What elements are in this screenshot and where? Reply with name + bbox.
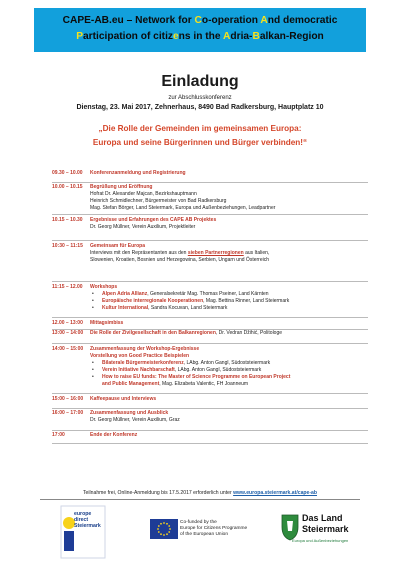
- agenda-bullet: [90, 305, 368, 312]
- agenda-bullet: [90, 360, 368, 367]
- agenda-heading: Konferenzanmeldung und Registrierung: [90, 170, 186, 176]
- bullet-detail: , LAbg. Anton Gangl, Südoststeiermark: [183, 360, 271, 366]
- banner-line-1: [34, 13, 366, 29]
- agenda-bullet: [90, 367, 368, 374]
- agenda-time: 12.00 – 13:00: [52, 320, 83, 326]
- motto-line-2: Europa und seine Bürgerinnen und Bürger verbinden!“: [92, 138, 308, 147]
- banner-text-fragment: B: [252, 31, 260, 42]
- bullet-detail: , LAbg. Anton Gangl, Südoststeiermark: [174, 367, 262, 373]
- eu-star-icon: [157, 528, 159, 530]
- agenda-content: [90, 170, 368, 177]
- land-logo-line-2: Steiermark: [302, 524, 349, 534]
- agenda-content: [90, 396, 368, 403]
- agenda-heading: Die Rolle der Zivilgesellschaft in den Balkanregionen, Dr. Vedran Džihić, Politologe: [90, 330, 283, 336]
- agenda-divider: [52, 329, 368, 330]
- agenda-text: Interviews mit den Repräsentanten aus den: [90, 250, 188, 256]
- event-date-location: Dienstag, 23. Mai 2017, Zehnerhaus, 8490 Bad Radkersburg, Hauptplatz 10: [76, 104, 324, 111]
- agenda-content: [90, 320, 368, 327]
- agenda-divider: [52, 214, 368, 215]
- agenda-content: [90, 410, 368, 424]
- agenda-time: 16:00 – 17:00: [52, 410, 84, 416]
- eu-star-icon: [166, 533, 168, 535]
- registration-note: [0, 490, 400, 496]
- banner-text-fragment: A: [260, 15, 268, 26]
- agenda-heading: Mittagsimbiss: [90, 320, 124, 326]
- agenda-heading: Zusammenfassung der Workshop-Ergebnisse: [90, 346, 200, 352]
- agenda-divider: [52, 317, 368, 318]
- banner-text-fragment: .eu – Network for: [109, 15, 195, 26]
- europe-direct-logo: [60, 505, 106, 559]
- eu-text-line-2: Europe for Citizens Programme: [180, 526, 248, 531]
- europe-direct-word-2: direct: [74, 517, 89, 523]
- agenda-time: 17:00: [52, 432, 65, 438]
- eu-star-icon: [166, 523, 168, 525]
- agenda-divider: [52, 182, 368, 183]
- subtitle: zur Abschlusskonferenz: [168, 95, 232, 101]
- land-logo-subline: Europa und Außenbeziehungen: [292, 538, 349, 543]
- agenda-time: 10.00 – 10.15: [52, 184, 83, 190]
- agenda-divider: [52, 343, 368, 344]
- bullet-detail: , Sandra Kocuvan, Land Steiermark: [148, 305, 228, 311]
- motto-line-1: „Die Rolle der Gemeinden im gemeinsamen Europa:: [98, 124, 302, 133]
- banner-text-fragment: nd democratic: [267, 15, 338, 26]
- bullet-title: How to raise EU funds: The Master of Science Programme on European Project: [102, 374, 291, 380]
- agenda-bullet: [90, 298, 368, 305]
- agenda-line: Heinrich Schmidlechner, Bürgermeister von Bad Radkersburg: [90, 198, 227, 204]
- agenda-time: 10:30 – 11:15: [52, 243, 83, 249]
- agenda-divider: [52, 393, 368, 394]
- bullet-detail: , Mag. Bettina Rinner, Land Steiermark: [203, 298, 290, 304]
- agenda-line: Hofrat Dr. Alexander Majcan, Bezirkshauptmann: [90, 191, 197, 197]
- agenda-text: aus Italien,: [243, 250, 270, 256]
- banner-text-fragment: CAPE-AB: [62, 15, 110, 26]
- agenda-heading: Zusammenfassung und Ausblick: [90, 410, 169, 416]
- agenda-line: Slowenien, Kroatien, Bosnien und Herzegowina, Serbien, Ungarn und Österreich: [90, 257, 269, 263]
- agenda-divider: [52, 281, 368, 282]
- eu-star-icon: [160, 523, 162, 525]
- agenda-content: [90, 217, 368, 231]
- agenda-content: [90, 284, 368, 312]
- agenda-time: 11:15 – 12.00: [52, 284, 83, 290]
- agenda-bullet: [90, 381, 368, 388]
- bullet-detail: , Generalsekretär Mag. Thomas Pseiner, Land Kärnten: [147, 291, 269, 297]
- agenda-time: 14:00 – 15:00: [52, 346, 84, 352]
- agenda-time: 10.15 – 10.30: [52, 217, 83, 223]
- europe-direct-word-3: Steiermark: [74, 523, 101, 529]
- header-banner: [34, 8, 366, 52]
- coat-of-arms-icon: [280, 511, 300, 541]
- banner-text-fragment: o-operation: [201, 15, 261, 26]
- eu-cofunded-text: [180, 520, 247, 538]
- banner-text-fragment: A: [223, 31, 231, 42]
- agenda-line: [90, 250, 368, 257]
- bullet-title: Kultur International: [102, 305, 149, 311]
- agenda-heading: Ergebnisse und Erfahrungen des CAPE AB Projektes: [90, 217, 217, 223]
- agenda-content: [90, 346, 368, 388]
- eu-star-icon: [163, 534, 165, 536]
- banner-text-fragment: e: [173, 31, 179, 42]
- bullet-title: Bilaterale Bürgermeisterkonferenz: [102, 360, 184, 366]
- partner-regions-link[interactable]: sieben Partnerregionen: [187, 250, 244, 256]
- europe-direct-word-1: europe: [74, 511, 92, 517]
- eu-star-icon: [168, 525, 170, 527]
- bullet-title: Verein Initiative Nachbarschaft: [102, 367, 175, 373]
- land-logo-line-1: Das Land: [302, 513, 343, 523]
- agenda-line: Dr. Georg Müllner, Verein Auxilium, Graz: [90, 417, 180, 423]
- agenda-time: 15:00 – 16:00: [52, 396, 84, 402]
- agenda-divider: [52, 240, 368, 241]
- europe-direct-text: [74, 511, 101, 529]
- banner-text-fragment: alkan-Region: [259, 31, 324, 42]
- eu-star-icon: [158, 531, 160, 533]
- agenda-heading: Workshops: [90, 284, 118, 290]
- eu-text-line-1: Co-funded by the: [180, 520, 217, 525]
- agenda-heading: Kaffeepause und Interviews: [90, 396, 157, 402]
- bullet-detail: , Mag. Elizabeta Valentic, FH Joanneum: [159, 381, 249, 387]
- eu-star-icon: [169, 528, 171, 530]
- registration-note-text: Teilnahme frei, Online-Anmeldung bis 17.5.2017 erforderlich unter: [83, 490, 234, 496]
- eu-star-icon: [160, 533, 162, 535]
- eu-flag-icon: [150, 519, 178, 539]
- eu-star-icon: [163, 522, 165, 524]
- eu-star-icon: [158, 525, 160, 527]
- agenda-divider: [52, 430, 368, 431]
- agenda-content: [90, 243, 368, 264]
- agenda-heading: Ende der Konferenz: [90, 432, 138, 438]
- eu-star-icon: [168, 531, 170, 533]
- agenda-line: Dr. Georg Müllner, Verein Auxilium, Projektleiter: [90, 224, 196, 230]
- agenda-bullet: [90, 291, 368, 298]
- agenda-divider: [52, 408, 368, 409]
- banner-text-fragment: C: [194, 15, 202, 26]
- eu-cofunded-logo: [150, 519, 260, 541]
- agenda-line: Mag. Stefan Börger, Land Steiermark, Europa und Außenbeziehungen, Leadpartner: [90, 205, 276, 211]
- agenda-subheading: Vorstellung von Good Practice Beispielen: [90, 353, 190, 359]
- banner-text-fragment: dria-: [230, 31, 253, 42]
- agenda-content: [90, 184, 368, 212]
- banner-text-fragment: P: [76, 31, 83, 42]
- registration-link[interactable]: www.europa.steiermark.at/cape-ab: [233, 490, 317, 496]
- page-title: Einladung: [161, 73, 239, 90]
- agenda-content: [90, 330, 368, 337]
- banner-line-2: [34, 29, 366, 45]
- bullet-title: Alpen Adria Allianz: [102, 291, 148, 297]
- agenda-heading: Gemeinsam für Europa: [90, 243, 146, 249]
- agenda-heading: Begrüßung und Eröffnung: [90, 184, 153, 190]
- agenda-heading-detail: , Dr. Vedran Džihić, Politologe: [215, 330, 283, 336]
- land-steiermark-logo: [280, 505, 360, 559]
- agenda-content: [90, 432, 368, 439]
- banner-text-fragment: articipation of citiz: [83, 31, 173, 42]
- agenda-bullet: [90, 374, 368, 381]
- agenda-time: 09.30 – 10.00: [52, 170, 83, 176]
- bullet-title: and Public Management: [102, 381, 160, 387]
- footer-divider: [40, 499, 360, 500]
- bullet-title: Europäische interregionale Kooperationen: [102, 298, 204, 304]
- banner-text-fragment: ns in the: [178, 31, 224, 42]
- agenda-divider: [52, 443, 368, 444]
- agenda-time: 13:00 – 14:00: [52, 330, 84, 336]
- eu-text-line-3: of the European Union: [180, 532, 229, 537]
